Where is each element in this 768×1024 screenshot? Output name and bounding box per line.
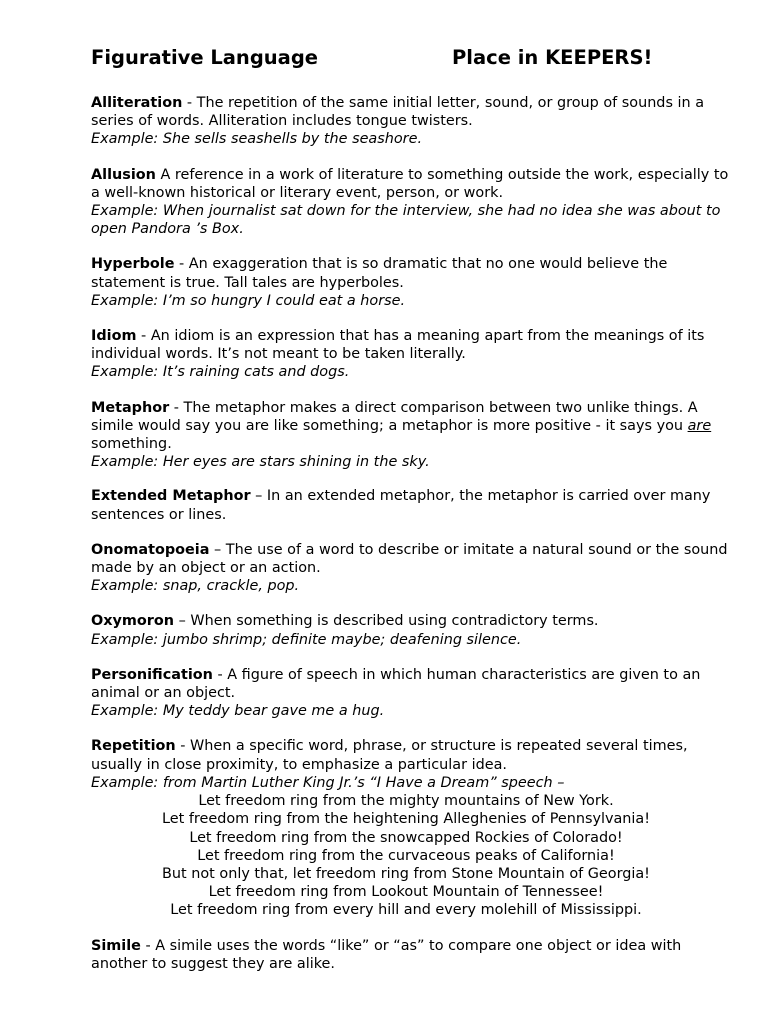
term-example: Example: When journalist sat down for the interview, she had no idea she was about to open Pandora ’s Box. [91, 203, 721, 238]
term-definition: - The repetition of the same initial letter, sound, or group of sounds in a series of words. Alliteration includes tongue twisters. [91, 95, 705, 130]
term-label: Allusion [91, 166, 156, 183]
entry-allusion [91, 166, 731, 239]
quote-line: Let freedom ring from the curvaceous peaks of California! [197, 847, 615, 864]
entry-onomatopoeia [91, 541, 731, 596]
term-label: Hyperbole [91, 256, 175, 273]
page-title: Figurative Language [91, 46, 319, 69]
term-definition: - A simile uses the words “like” or “as” to compare one object or idea with another to suggest they are alike. [91, 937, 682, 972]
quote-line: Let freedom ring from every hill and every molehill of Mississippi. [170, 902, 642, 919]
quote-line: Let freedom ring from the heightening Alleghenies of Pennsylvania! [161, 811, 651, 828]
entry-metaphor [91, 399, 731, 472]
term-example: Example: She sells seashells by the seashore. [91, 131, 423, 148]
term-definition: – The use of a word to describe or imitate a natural sound or the sound made by an object or an action. [91, 541, 728, 577]
emphasis-word: are [687, 417, 712, 434]
term-example: Example: Her eyes are stars shining in the sky. [91, 454, 430, 471]
term-definition: - An idiom is an expression that has a meaning apart from the meanings of its individual words. It’s not meant to be taken literally. [91, 328, 705, 363]
entry-repetition [91, 737, 731, 919]
entry-simile [91, 937, 731, 973]
term-label: Onomatopoeia [91, 541, 210, 558]
term-label: Repetition [91, 738, 176, 755]
term-definition: - A figure of speech in which human characteristics are given to an animal or an object. [91, 666, 701, 702]
term-example: Example: My teddy bear gave me a hug. [91, 703, 385, 720]
term-definition: – In an extended metaphor, the metaphor is carried over many sentences or lines. [91, 488, 711, 523]
term-example: Example: I’m so hungry I could eat a horse. [91, 292, 406, 309]
entry-hyperbole [91, 255, 731, 310]
quote-line: But not only that, let freedom ring from Stone Mountain of Georgia! [162, 865, 650, 882]
keepers-note: Place in KEEPERS! [452, 46, 653, 69]
term-label: Idiom [91, 328, 137, 345]
term-definition: – When something is described using contradictory terms. [174, 613, 599, 630]
term-definition: - When a specific word, phrase, or structure is repeated several times, usually in close proximity, to emphasize a particular idea. [91, 738, 688, 773]
term-example: Example: snap, crackle, pop. [91, 578, 300, 595]
term-label: Personification [91, 666, 213, 683]
term-example: Example: from Martin Luther King Jr.’s “I Have a Dream” speech – [91, 774, 565, 791]
quote-line: Let freedom ring from Lookout Mountain of Tennessee! [208, 884, 604, 901]
entry-idiom [91, 327, 731, 382]
term-label: Oxymoron [91, 613, 175, 630]
speech-quote [91, 792, 721, 919]
document-header [91, 44, 731, 72]
term-definition-end: something. [91, 436, 172, 453]
term-label: Alliteration [91, 95, 183, 111]
entry-extended-metaphor [91, 487, 731, 523]
term-definition: - An exaggeration that is so dramatic that no one would believe the statement is true. Tall tales are hyperboles. [91, 256, 668, 291]
term-definition: A reference in a work of literature to something outside the work, especially to a well-known historical or literary event, person, or work. [91, 166, 729, 201]
term-label: Metaphor [91, 399, 170, 416]
entry-alliteration [91, 94, 731, 149]
document-page [91, 44, 731, 990]
term-definition: - The metaphor makes a direct comparison between two unlike things. A simile would say you are like something; a metaphor is more positive - it says you [91, 399, 698, 434]
term-example: Example: It’s raining cats and dogs. [91, 364, 350, 381]
entry-oxymoron [91, 612, 731, 648]
quote-line: Let freedom ring from the mighty mountains of New York. [198, 793, 614, 810]
term-label: Simile [91, 937, 141, 954]
entry-personification [91, 666, 731, 721]
quote-line: Let freedom ring from the snowcapped Rockies of Colorado! [189, 829, 623, 846]
term-label: Extended Metaphor [91, 488, 251, 505]
term-example: Example: jumbo shrimp; definite maybe; deafening silence. [91, 631, 522, 648]
